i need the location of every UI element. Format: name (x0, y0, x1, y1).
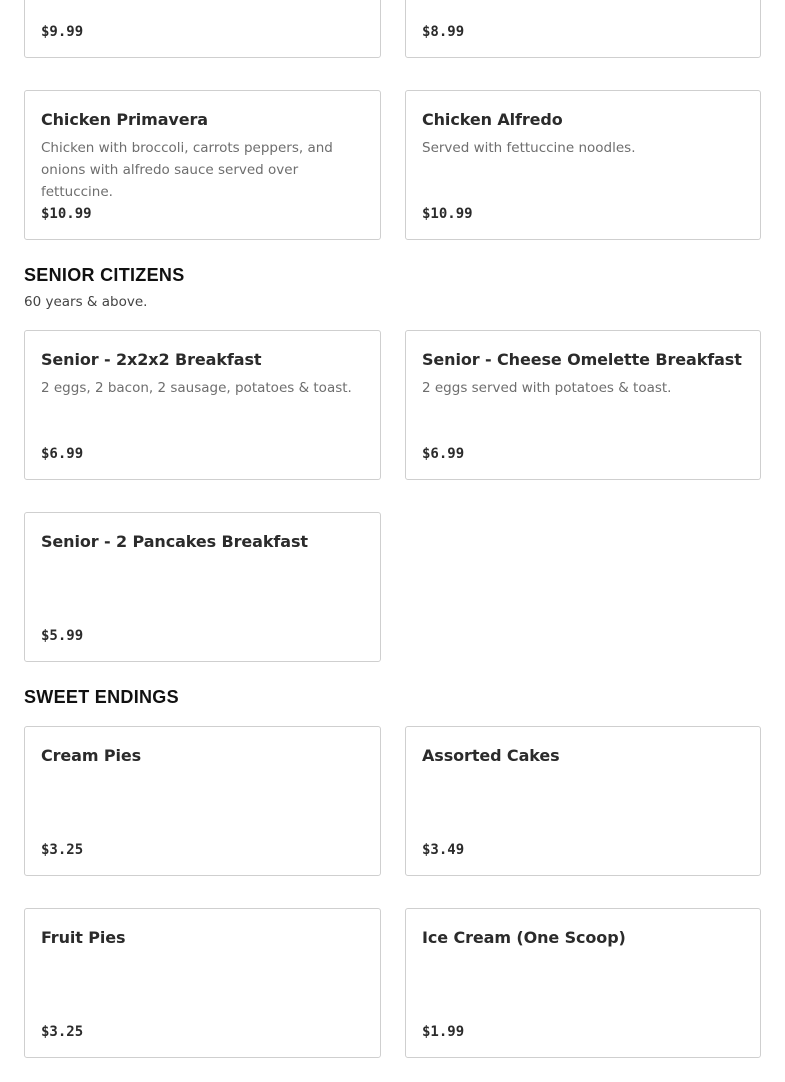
item-price: $10.99 (422, 206, 473, 222)
menu-item-card[interactable] (24, 726, 381, 876)
section-title: SENIOR CITIZENS (24, 265, 185, 285)
menu-item-card[interactable] (24, 0, 381, 58)
menu-item-card[interactable] (405, 0, 761, 58)
item-name: Ice Cream (One Scoop) (422, 928, 626, 947)
item-price: $3.49 (422, 842, 465, 858)
item-price: $6.99 (41, 446, 84, 462)
item-name: Senior - Cheese Omelette Breakfast (422, 350, 742, 369)
menu-item-card[interactable] (24, 512, 381, 662)
item-description: 2 eggs, 2 bacon, 2 sausage, potatoes & toast. (41, 380, 352, 396)
item-description: Served with fettuccine noodles. (422, 140, 636, 156)
item-price: $1.99 (422, 1024, 465, 1040)
item-price: $6.99 (422, 446, 465, 462)
item-description: 2 eggs served with potatoes & toast. (422, 380, 672, 396)
item-price: $8.99 (422, 24, 465, 40)
section-description: 60 years & above. (24, 294, 148, 310)
menu-item-card[interactable] (405, 726, 761, 876)
menu-item-card[interactable] (405, 908, 761, 1058)
menu-item-card[interactable] (24, 90, 381, 240)
section-title: SWEET ENDINGS (24, 687, 179, 707)
item-price: $5.99 (41, 628, 84, 644)
item-name: Chicken Alfredo (422, 110, 563, 129)
item-name: Senior - 2x2x2 Breakfast (41, 350, 262, 369)
item-price: $3.25 (41, 842, 84, 858)
menu-item-card[interactable] (405, 330, 761, 480)
item-name: Assorted Cakes (422, 746, 560, 765)
item-price: $3.25 (41, 1024, 84, 1040)
item-price: $9.99 (41, 24, 84, 40)
item-name: Senior - 2 Pancakes Breakfast (41, 532, 308, 551)
item-name: Chicken Primavera (41, 110, 208, 129)
item-description: Chicken with broccoli, carrots peppers, and onions with alfredo sauce served over fettuccine. (41, 140, 333, 200)
item-name: Cream Pies (41, 746, 142, 765)
menu-item-card[interactable] (405, 90, 761, 240)
menu-item-card[interactable] (24, 330, 381, 480)
menu-item-card[interactable] (24, 908, 381, 1058)
item-price: $10.99 (41, 206, 92, 222)
item-name: Fruit Pies (41, 928, 126, 947)
